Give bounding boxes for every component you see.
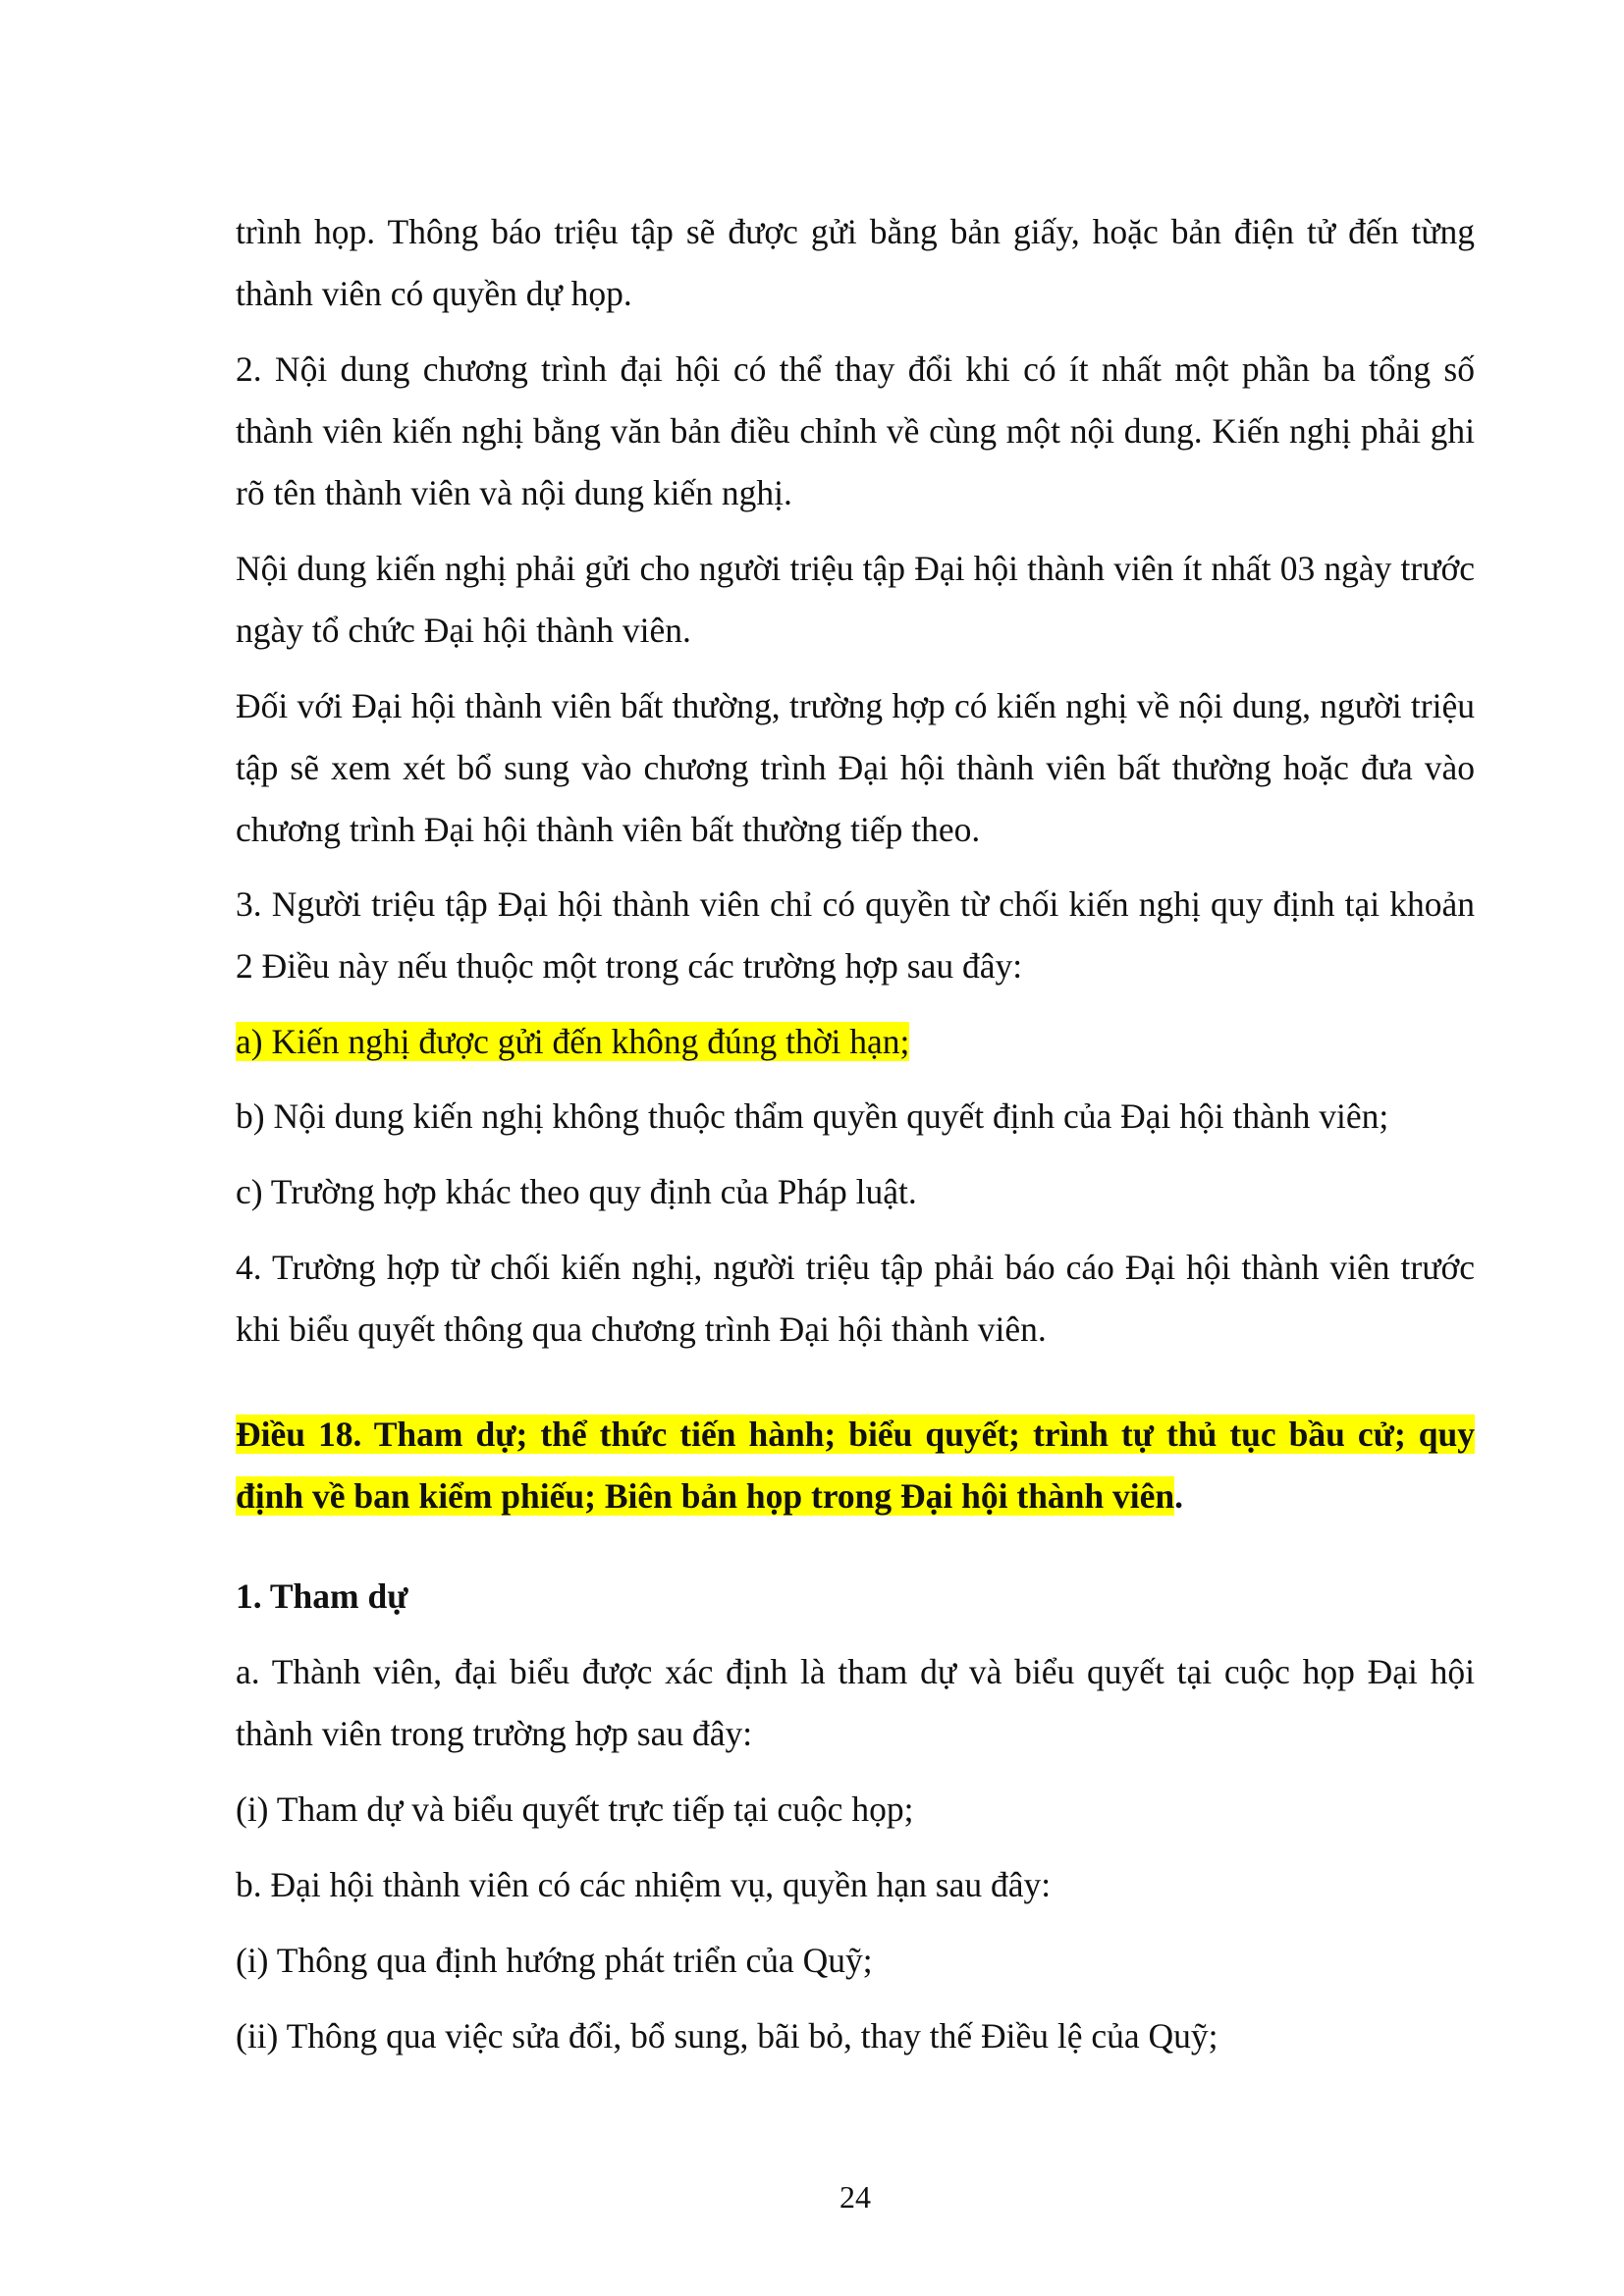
paragraph-3-refusal-right: 3. Người triệu tập Đại hội thành viên chỉ có quyền từ chối kiến nghị quy định tại khoản 2 Điều này nếu thuộc một trong các trường hợp sau đây: (236, 884, 1475, 986)
list-item-c: c) Trường hợp khác theo quy định của Pháp luật. (236, 1172, 917, 1211)
list-item-ii-charter: (ii) Thông qua việc sửa đổi, bổ sung, bãi bỏ, thay thế Điều lệ của Quỹ; (236, 2016, 1218, 2056)
paragraph-a-attendance-definition: a. Thành viên, đại biểu được xác định là tham dự và biểu quyết tại cuộc họp Đại hội thành viên trong trường hợp sau đây: (236, 1652, 1475, 1753)
paragraph-extraordinary-congress: Đối với Đại hội thành viên bất thường, trường hợp có kiến nghị về nội dung, người triệu tập sẽ xem xét bổ sung vào chương trình Đại hội thành viên bất thường hoặc đưa vào chương trình Đại hội thành viên bất thường tiếp theo. (236, 686, 1475, 849)
section-heading-attendance: 1. Tham dự (236, 1576, 408, 1616)
paragraph-b-duties: b. Đại hội thành viên có các nhiệm vụ, quyền hạn sau đây: (236, 1865, 1052, 1904)
paragraph-2-agenda-change: 2. Nội dung chương trình đại hội có thể thay đổi khi có ít nhất một phần ba tổng số thành viên kiến nghị bằng văn bản điều chỉnh về cùng một nội dung. Kiến nghị phải ghi rõ tên thành viên và nội dung kiến nghị. (236, 349, 1475, 512)
list-item-a (236, 1011, 1475, 1073)
article-18-heading (236, 1404, 1475, 1527)
list-item-b: b) Nội dung kiến nghị không thuộc thẩm quyền quyết định của Đại hội thành viên; (236, 1096, 1389, 1136)
article-heading-highlighted: Điều 18. Tham dự; thể thức tiến hành; biểu quyết; trình tự thủ tục bầu cử; quy định về ban kiểm phiếu; Biên bản họp trong Đại hội thành viên (236, 1415, 1475, 1516)
article-heading-period: . (1174, 1476, 1184, 1516)
highlighted-text: a) Kiến nghị được gửi đến không đúng thời hạn; (236, 1022, 910, 1061)
page-number: 24 (839, 2179, 871, 2215)
paragraph-meeting-notice: trình họp. Thông báo triệu tập sẽ được gửi bằng bản giấy, hoặc bản điện tử đến từng thành viên có quyền dự họp. (236, 212, 1475, 313)
paragraph-proposal-deadline: Nội dung kiến nghị phải gửi cho người triệu tập Đại hội thành viên ít nhất 03 ngày trước ngày tổ chức Đại hội thành viên. (236, 549, 1475, 650)
paragraph-4-refusal-report: 4. Trường hợp từ chối kiến nghị, người triệu tập phải báo cáo Đại hội thành viên trước khi biểu quyết thông qua chương trình Đại hội thành viên. (236, 1248, 1475, 1349)
list-item-i-direct-vote: (i) Tham dự và biểu quyết trực tiếp tại cuộc họp; (236, 1789, 914, 1829)
document-page (236, 0, 1475, 2296)
list-item-i-development: (i) Thông qua định hướng phát triển của Quỹ; (236, 1941, 873, 1980)
